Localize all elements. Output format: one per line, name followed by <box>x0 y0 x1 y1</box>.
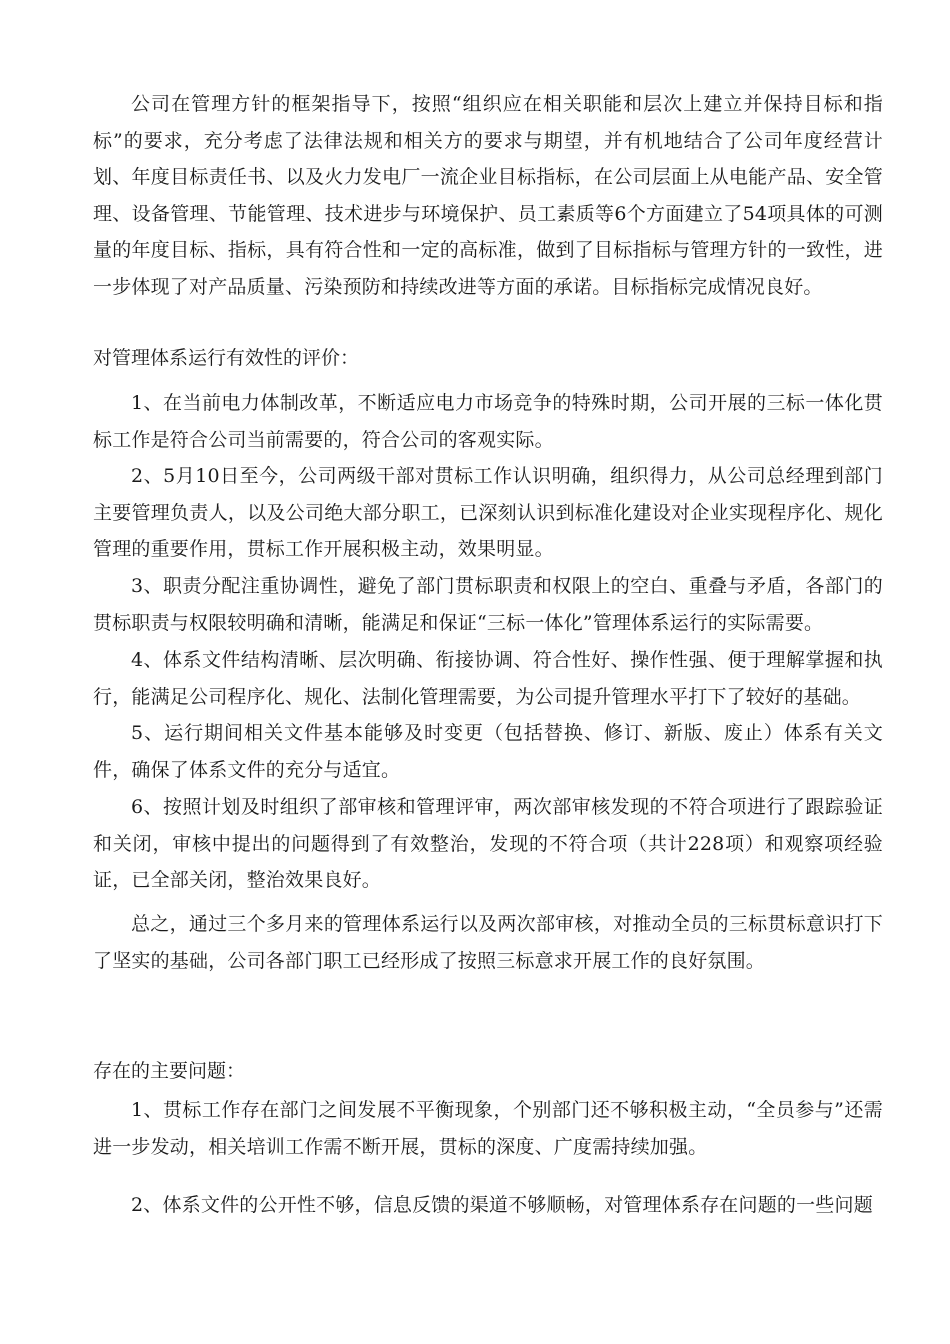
evaluation-item-1: 1、在当前电力体制改革，不断适应电力市场竞争的特殊时期，公司开展的三标一体化贯标工作是符合公司当前需要的，符合公司的客观实际。 <box>93 392 883 451</box>
problems-heading: 存在的主要问题： <box>93 1060 246 1082</box>
evaluation-item-5: 5、运行期间相关文件基本能够及时变更（包括替换、修订、新版、废止）体系有关文件，确保了体系文件的充分与适宜。 <box>93 722 883 781</box>
evaluation-summary: 总之，通过三个多月来的管理体系运行以及两次部审核，对推动全员的三标贯标意识打下了坚实的基础，公司各部门职工已经形成了按照三标意求开展工作的良好氛围。 <box>93 913 883 972</box>
evaluation-item-2: 2、5月10日至今，公司两级干部对贯标工作认识明确，组织得力，从公司总经理到部门主要管理负责人，以及公司绝大部分职工，已深刻认识到标准化建设对企业实现程序化、规化管理的重要作用，贯标工作开展积极主动，效果明显。 <box>93 465 883 560</box>
evaluation-item-3: 3、职责分配注重协调性，避免了部门贯标职责和权限上的空白、重叠与矛盾，各部门的贯标职责与权限较明确和清晰，能满足和保证“三标一体化”管理体系运行的实际需要。 <box>93 575 883 634</box>
intro-paragraph: 公司在管理方针的框架指导下，按照“组织应在相关职能和层次上建立并保持目标和指标”的要求，充分考虑了法律法规和相关方的要求与期望，并有机地结合了公司年度经营计划、年度目标责任书、以及火力发电厂一流企业目标指标，在公司层面上从电能产品、安全管理、设备管理、节能管理、技术进步与环境保护、员工素质等6个方面建立了54项具体的可测量的年度目标、指标，具有符合性和一定的高标准，做到了目标指标与管理方针的一致性，进一步体现了对产品质量、污染预防和持续改进等方面的承诺。目标指标完成情况良好。 <box>93 93 883 298</box>
problems-item-1: 1、贯标工作存在部门之间发展不平衡现象，个别部门还不够积极主动，“全员参与”还需进一步发动，相关培训工作需不断开展，贯标的深度、广度需持续加强。 <box>93 1099 883 1158</box>
evaluation-item-6: 6、按照计划及时组织了部审核和管理评审，两次部审核发现的不符合项进行了跟踪验证和关闭，审核中提出的问题得到了有效整治，发现的不符合项（共计228项）和观察项经验证，已全部关闭，整治效果良好。 <box>93 796 883 891</box>
evaluation-item-4: 4、体系文件结构清晰、层次明确、衔接协调、符合性好、操作性强、便于理解掌握和执行，能满足公司程序化、规化、法制化管理需要，为公司提升管理水平打下了较好的基础。 <box>93 649 883 708</box>
evaluation-heading: 对管理体系运行有效性的评价： <box>93 347 360 369</box>
problems-item-2: 2、体系文件的公开性不够，信息反馈的渠道不够顺畅，对管理体系存在问题的一些问题 <box>131 1194 873 1216</box>
